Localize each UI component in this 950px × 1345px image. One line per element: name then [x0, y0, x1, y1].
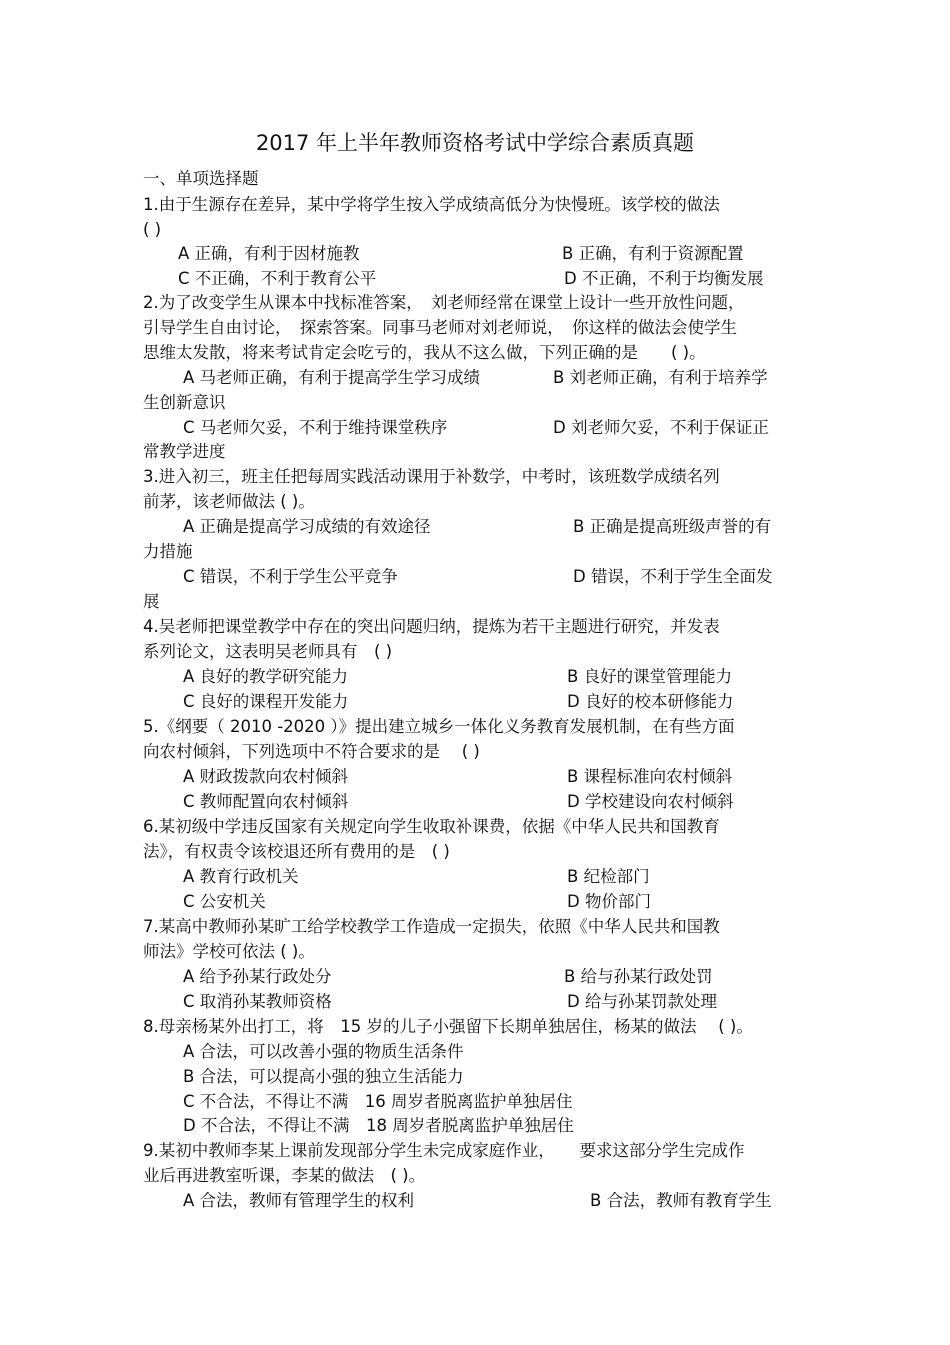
- text-line: B 正确是提高班级声誉的有: [573, 517, 772, 536]
- text-line: 7.某高中教师孙某旷工给学校教学工作造成一定损失，依照《中华人民共和国教: [143, 917, 720, 936]
- text-line: D 物价部门: [567, 892, 651, 911]
- text-line: 向农村倾斜，下列选项中不符合要求的是 ( ): [143, 742, 480, 761]
- text-line: 展: [143, 592, 160, 611]
- text-line: C 马老师欠妥，不利于维持课堂秩序: [183, 418, 448, 437]
- text-line: C 错误，不利于学生公平竞争: [183, 567, 398, 586]
- text-line: A 正确，有利于因材施教: [178, 244, 360, 263]
- text-line: C 取消孙某教师资格: [183, 992, 332, 1011]
- text-line: 5.《纲要（ 2010 -2020 ）》提出建立城乡一体化义务教育发展机制，在有些方面: [143, 717, 735, 736]
- text-line: 9.某初中教师李某上课前发现部分学生未完成家庭作业， 要求这部分学生完成作: [143, 1141, 745, 1160]
- text-line: C 教师配置向农村倾斜: [183, 792, 349, 811]
- text-line: B 良好的课堂管理能力: [567, 667, 733, 686]
- text-line: A 财政拨款向农村倾斜: [183, 767, 349, 786]
- text-line: 2.为了改变学生从课本中找标准答案， 刘老师经常在课堂上设计一些开放性问题，: [143, 293, 745, 312]
- text-line: D 给与孙某罚款处理: [567, 992, 717, 1011]
- text-line: B 刘老师正确，有利于培养学: [553, 368, 768, 387]
- text-line: D 不正确，不利于均衡发展: [564, 269, 764, 288]
- text-line: 业后再进教室听课，李某的做法 ( )。: [143, 1166, 426, 1185]
- text-line: 1.由于生源存在差异，某中学将学生按入学成绩高低分为快慢班。该学校的做法: [143, 195, 720, 214]
- text-line: B 课程标准向农村倾斜: [567, 767, 733, 786]
- text-line: A 给予孙某行政处分: [183, 967, 332, 986]
- text-line: 力措施: [143, 542, 193, 561]
- text-line: 3.进入初三，班主任把每周实践活动课用于补数学，中考时，该班数学成绩名列: [143, 467, 720, 486]
- text-line: C 良好的课程开发能力: [183, 692, 349, 711]
- text-line: 前茅，该老师做法 ( )。: [143, 492, 315, 511]
- text-line: D 刘老师欠妥，不利于保证正: [553, 418, 769, 437]
- text-line: 常教学进度: [143, 442, 226, 461]
- text-line: A 正确是提高学习成绩的有效途径: [183, 517, 431, 536]
- text-line: 思维太发散，将来考试肯定会吃亏的，我从不这么做，下列正确的是 ( )。: [143, 343, 706, 362]
- text-line: A 马老师正确，有利于提高学生学习成绩: [183, 368, 481, 387]
- text-line: A 合法，教师有管理学生的权利: [183, 1191, 415, 1210]
- text-line: A 良好的教学研究能力: [183, 667, 349, 686]
- text-line: 引导学生自由讨论， 探索答案。同事马老师对刘老师说， 你这样的做法会使学生: [143, 318, 737, 337]
- text-line: C 不正确，不利于教育公平: [178, 269, 377, 288]
- text-line: B 合法，可以提高小强的独立生活能力: [183, 1067, 464, 1086]
- text-line: D 学校建设向农村倾斜: [567, 792, 734, 811]
- text-line: C 公安机关: [183, 892, 266, 911]
- text-line: D 错误，不利于学生全面发: [573, 567, 773, 586]
- text-line: ( ): [143, 220, 162, 239]
- text-line: B 给与孙某行政处罚: [564, 967, 713, 986]
- text-line: A 教育行政机关: [183, 867, 299, 886]
- text-line: B 纪检部门: [567, 867, 650, 886]
- text-line: A 合法，可以改善小强的物质生活条件: [183, 1042, 464, 1061]
- text-line: C 不合法，不得让不满 16 周岁者脱离监护单独居住: [183, 1092, 573, 1111]
- text-line: 8.母亲杨某外出打工，将 15 岁的儿子小强留下长期单独居住，杨某的做法 ( )。: [143, 1017, 753, 1036]
- section-heading: 一、单项选择题: [143, 169, 259, 188]
- text-line: B 合法，教师有教育学生: [590, 1191, 772, 1210]
- text-line: B 正确，有利于资源配置: [562, 244, 744, 263]
- text-line: 师法》学校可依法 ( )。: [143, 942, 315, 961]
- text-line: 4.吴老师把课堂教学中存在的突出问题归纳，提炼为若干主题进行研究，并发表: [143, 617, 720, 636]
- text-line: 系列论文，这表明吴老师具有 ( ): [143, 642, 393, 661]
- page-title: 2017 年上半年教师资格考试中学综合素质真题: [255, 131, 695, 155]
- text-line: 6.某初级中学违反国家有关规定向学生收取补课费，依据《中华人民共和国教育: [143, 817, 720, 836]
- text-line: D 良好的校本研修能力: [567, 692, 734, 711]
- text-line: 法》，有权责令该校退还所有费用的是 ( ): [143, 842, 450, 861]
- text-line: D 不合法，不得让不满 18 周岁者脱离监护单独居住: [183, 1116, 574, 1135]
- text-line: 生创新意识: [143, 393, 226, 412]
